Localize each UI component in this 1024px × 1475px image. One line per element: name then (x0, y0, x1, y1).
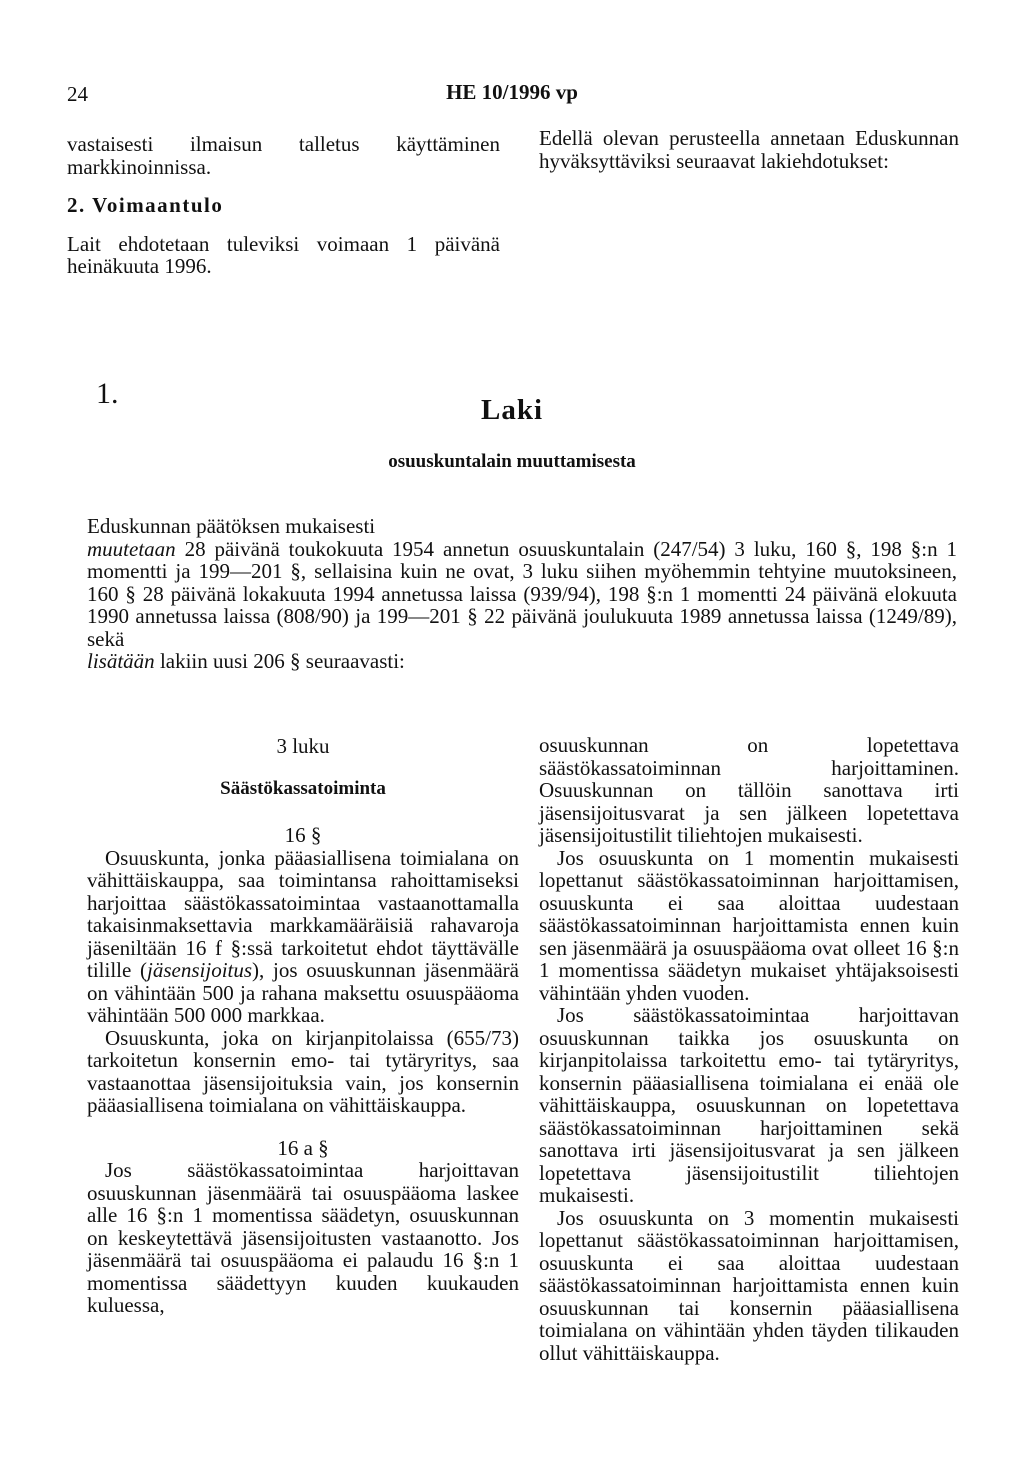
intro-left-column (67, 133, 500, 278)
preamble-amend (87, 538, 957, 651)
section-16-paragraph-2: Osuuskunta, joka on kirjanpitolaissa (655/73) tarkoitetun konsernin emo- tai tytäryritys, saa vastaanottaa jäsensijoituksia vain, jos konsernin pääasiallisena toimialana on vähittäiskauppa. (87, 1025, 519, 1117)
right-paragraph-4: Jos osuuskunta on 3 momentin mukaisesti lopettanut säästökassatoiminnan harjoittamisen, osuuskunta ei saa aloittaa uudestaan säästökassatoiminnan harjoittamista ennen kuin osuuskunnan tai konsernin pääasiallisena toimialana on vähintään yhden täyden tilikauden ollut vähittäiskauppa. (539, 1205, 959, 1365)
section-16a-label: 16 a § (277, 1135, 329, 1160)
page-number: 24 (67, 82, 88, 106)
add-keyword: lisätään (87, 649, 155, 673)
intro-right-paragraph: Edellä olevan perusteella annetaan Eduskunnan hyväksyttäviksi seuraavat lakiehdotukset: (539, 126, 959, 173)
section-16-paragraph-1: Osuuskunta, jonka pääasiallisena toimialana on vähittäiskauppa, saa toimintansa rahoittamiseksi harjoittaa säästökassatoimintaa vastaanottamalla takaisinmaksettavia markkamääräisiä rahavaroja jäseniltään 16 f §:ssä tarkoitetut ehdot täyttävälle tilille (jäsensijoitus), jos osuuskunnan jäsenmäärä on vähintään 500 ja rahana maksettu osuuspääoma vähintään 500 000 markkaa. (87, 845, 519, 1027)
body-left-column (87, 735, 519, 1317)
preamble-lead: Eduskunnan päätöksen mukaisesti (87, 514, 376, 538)
amend-text: 28 päivänä toukokuuta 1954 annetun osuuskuntalain (247/54) 3 luku, 160 §, 198 §:n 1 momentti ja 199—201 §, sellaisina kuin ne ovat, 3 luku siihen myöhemmin tehtyine muutoksineen, 160 § 28 päivänä lokakuuta 1994 annetussa laissa (939/94), 198 §:n 1 momentti 24 päivänä elokuuta 1990 annetussa laissa (808/90) ja 199—201 § 22 päivänä joulukuuta 1989 annetussa laissa (1249/89), sekä (87, 536, 957, 651)
intro-paragraph-effective-date: Lait ehdotetaan tuleviksi voimaan 1 päivänä heinäkuuta 1996. (67, 231, 500, 278)
law-number: 1. (96, 377, 119, 410)
right-paragraph-1: osuuskunnan on lopetettava säästökassatoiminnan harjoittaminen. Osuuskunnan on tällöin sanottava irti jäsensijoitusvarat ja sen jälkeen lopetettava jäsensijoitustilit tiliehtojen mukaisesti. (539, 733, 959, 847)
right-paragraph-2: Jos osuuskunta on 1 momentin mukaisesti lopettanut säästökassatoiminnan harjoittamisen, osuuskunta ei saa aloittaa uudestaan säästökassatoiminnan harjoittamista ennen kuin sen jäsenmäärä ja osuuspääoma ovat olleet 16 §:n 1 momentissa säädetyn mukaiset yhtäjaksoisesti vähintään yhden vuoden. (539, 845, 959, 1005)
amend-keyword: muutetaan (87, 536, 176, 561)
add-text: lakiin uusi 206 § seuraavasti: (159, 649, 405, 673)
chapter-title: Säästökassatoiminta (220, 777, 386, 799)
section-16a-paragraph-1: Jos säästökassatoimintaa harjoittavan osuuskunnan jäsenmäärä tai osuuspääoma laskee alle 16 §:n 1 momentissa säädetyn, osuuskunnan on keskeytettävä jäsensijoitusten vastaanotto. Jos jäsenmäärä tai osuuspääoma ei palaudu 16 §:n 1 momentissa säädettyyn kuuden kuukauden kuluessa, (87, 1158, 519, 1317)
law-title: Laki (480, 394, 544, 426)
intro-paragraph: vastaisesti ilmaisun talletus käyttäminen markkinoinnissa. (67, 132, 500, 179)
section-16-label: 16 § (284, 823, 322, 847)
section-heading: 2. Voimaantulo (67, 193, 224, 217)
intro-right-column (539, 127, 959, 172)
right-paragraph-3: Jos säästökassatoimintaa harjoittavan osuuskunnan taikka jos osuuskunta on kirjanpitolaissa tarkoitettu emo- tai tytäryritys, konsernin pääasiallisena toimialana ei enää ole vähittäiskauppa, osuuskunnan on lopetettava säästökassatoiminnan harjoittaminen sekä sanottava irti jäsensijoitusvarat ja sen jälkeen lopetettava jäsensijoitustilit tiliehtojen mukaisesti. (539, 1003, 959, 1207)
body-right-column (539, 734, 959, 1364)
law-preamble (87, 515, 957, 673)
law-subtitle: osuuskuntalain muuttamisesta (388, 451, 636, 472)
defined-term: jäsensijoitus (147, 958, 253, 982)
document-id: HE 10/1996 vp (446, 80, 578, 104)
preamble-add (87, 650, 957, 673)
chapter-label: 3 luku (276, 734, 330, 758)
